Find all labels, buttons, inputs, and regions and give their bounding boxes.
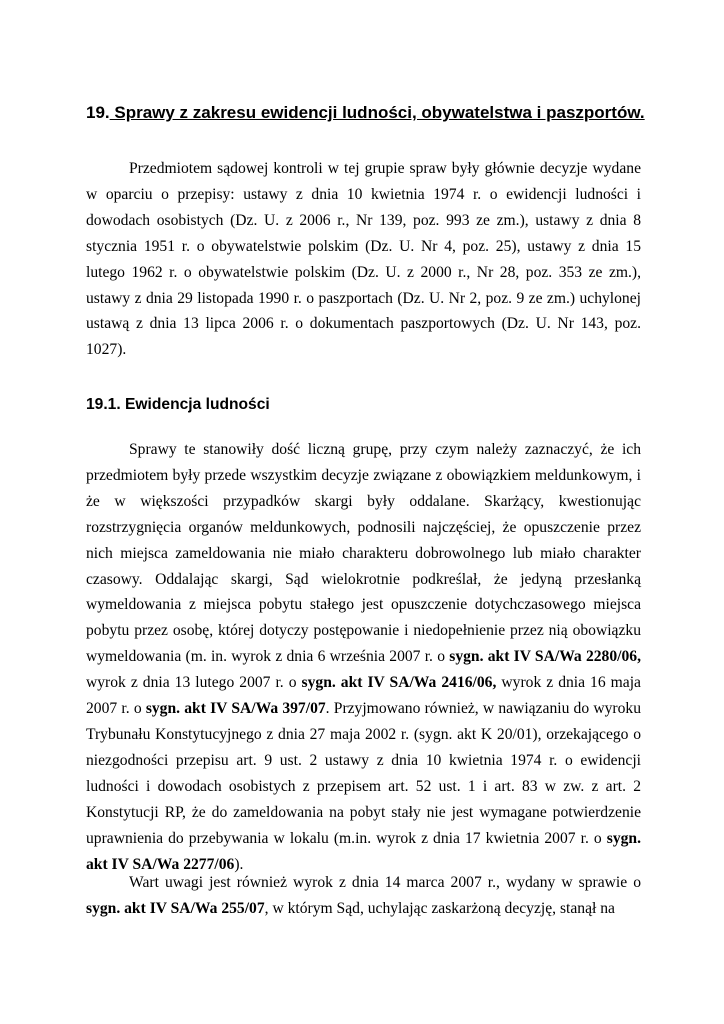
case-reference: sygn. akt IV SA/Wa 2277/06 [86, 829, 641, 873]
paragraph-text: wyrok z dnia 13 lutego 2007 r. o [86, 674, 302, 692]
paragraph-ewidencja [86, 437, 641, 877]
case-reference: sygn. akt IV SA/Wa 2280/06, [449, 648, 641, 666]
paragraph-text: , w którym Sąd, uchylając zaskarżoną decyzję, stanął na [264, 899, 615, 917]
section-heading [86, 100, 646, 126]
paragraph-text: . Przyjmowano również, w nawiązaniu do wyroku Trybunału Konstytucyjnego z dnia 27 maja 2002 r. (sygn. akt K 20/01), orzekającego o niezgodności przepisu art. 9 ust. 2 ustawy z dnia 10 kwietnia 1974 r. o ewidencji ludności i dowodach osobistych z przepisem art. 52 ust. 1 i art. 83 w zw. z art. 2 Konstytucji RP, że do zameldowania na pobyt stały nie jest wymagane potwierdzenie uprawnienia do przebywania w lokalu (m.in. wyrok z dnia 17 kwietnia 2007 r. o [86, 700, 641, 847]
section-number: 19. [86, 103, 110, 122]
paragraph-text: Sprawy te stanowiły dość liczną grupę, przy czym należy zaznaczyć, że ich przedmiotem były przede wszystkim decyzje związane z obowiązkiem meldunkowym, i że w większości przypadków skargi były oddalane. Skarżący, kwestionując rozstrzygnięcia organów meldunkowych, podnosili najczęściej, że opuszczenie przez nich miejsca zameldowania nie miało charakteru dobrowolnego lub miało charakter czasowy. Oddalając skargi, Sąd wielokrotnie podkreślał, że jedyną przesłanką wymeldowania z miejsca pobytu stałego jest opuszczenie dotychczasowego miejsca pobytu przez osobę, której dotyczy postępowanie i niedopełnienie przez nią obowiązku wymeldowania (m. in. wyrok z dnia 6 września 2007 r. o [86, 441, 641, 666]
paragraph-wyrok [86, 870, 641, 922]
case-reference: sygn. akt IV SA/Wa 2416/06, [301, 674, 497, 692]
intro-paragraph [86, 156, 641, 363]
case-reference: sygn. akt IV SA/Wa 255/07 [86, 899, 265, 917]
section-title: Sprawy z zakresu ewidencji ludności, obywatelstwa i paszportów. [109, 103, 645, 122]
case-reference: sygn. akt IV SA/Wa 397/07 [145, 700, 326, 718]
intro-paragraph-text: Przedmiotem sądowej kontroli w tej grupie spraw były głównie decyzje wydane w oparciu o przepisy: ustawy z dnia 10 kwietnia 1974 r. o ewidencji ludności i dowodach osobistych (Dz. U. z 2006 r., Nr 139, poz. 993 ze zm.), ustawy z dnia 8 stycznia 1951 r. o obywatelstwie polskim (Dz. U. Nr 4, poz. 25), ustawy z dnia 15 lutego 1962 r. o obywatelstwie polskim (Dz. U. z 2000 r., Nr 28, poz. 353 ze zm.), ustawy z dnia 29 listopada 1990 r. o paszportach (Dz. U. Nr 2, poz. 9 ze zm.) uchylonej ustawą z dnia 13 lipca 2006 r. o dokumentach paszportowych (Dz. U. Nr 143, poz. 1027). [86, 160, 641, 359]
paragraph-text: ). [234, 855, 244, 873]
paragraph-text: wyrok z dnia 16 maja 2007 r. o [86, 674, 641, 718]
subsection-heading: 19.1. Ewidencja ludności [86, 396, 270, 413]
paragraph-text: Wart uwagi jest również wyrok z dnia 14 marca 2007 r., wydany w sprawie o [129, 874, 641, 891]
